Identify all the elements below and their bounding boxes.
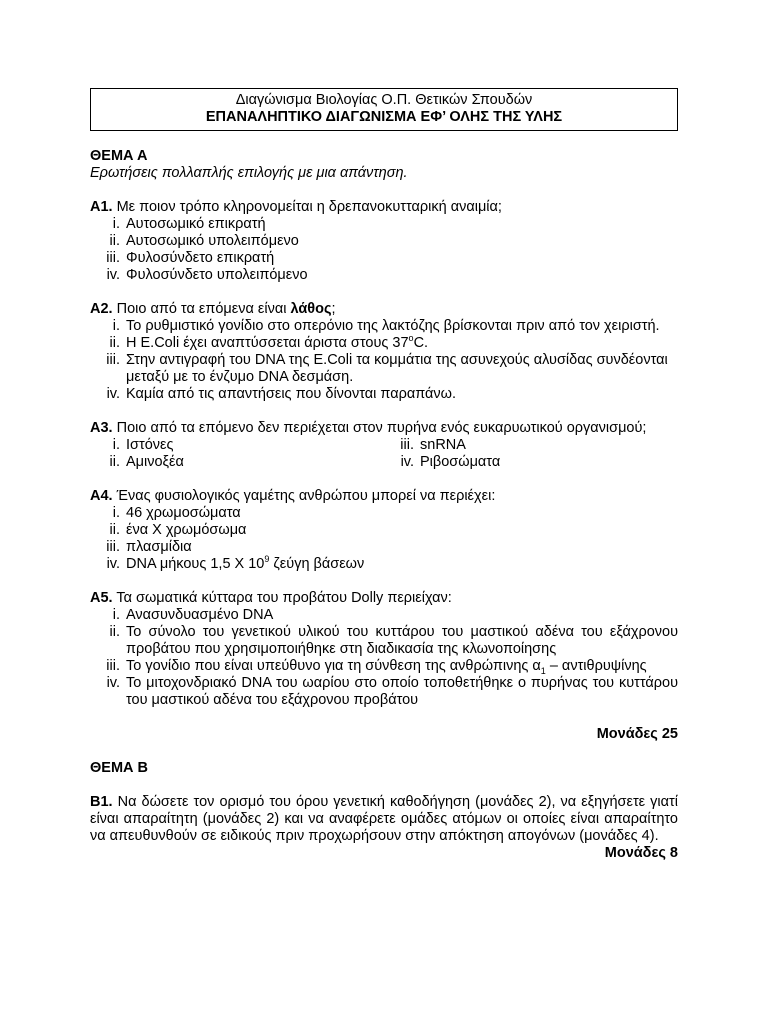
question-a4: Α4. Ένας φυσιολογικός γαμέτης ανθρώπου μπορεί να περιέχει: <box>90 488 496 504</box>
theme-a-title: ΘΕΜΑ Α <box>90 148 148 164</box>
theme-b-title: ΘΕΜΑ Β <box>90 760 148 776</box>
exam-subject-title: Διαγώνισμα Βιολογίας Ο.Π. Θετικών Σπουδών <box>235 92 533 108</box>
question-a1 <box>90 199 678 216</box>
option-item: iv. Ριβοσώματα <box>400 454 501 470</box>
option-item: iii. Το γονίδιο που είναι υπεύθυνο για τη σύνθεση της ανθρώπινης $\alpha_1$ – αντιθρυψίνης <box>106 658 647 676</box>
option-item: iii. Φυλοσύνδετο επικρατή <box>106 250 275 266</box>
theme-b-points: Μονάδες 8 <box>604 845 678 861</box>
option-item: i. 46 χρωμοσώματα <box>112 505 241 521</box>
option-item: iv. Φυλοσύνδετο υπολειπόμενο <box>106 267 308 283</box>
exam-header-box <box>90 88 678 131</box>
option-item: i. Το ρυθμιστικό γονίδιο στο οπερόνιο της λακτόζης βρίσκονται πριν από τον χειριστή. <box>112 318 660 334</box>
question-a2: Α2. Ποιο από τα επόμενα είναι λάθος; <box>90 301 336 317</box>
question-text: Με ποιον τρόπο κληρονομείται η δρεπανοκυτταρική αναιμία; <box>112 199 502 215</box>
option-item: ii. Το σύνολο του γενετικού υλικού του κυττάρου του μαστικού αδένα του εξάχρονου προβάτου που χρησιμοποιήθηκε στη διαδικασία της κλωνοποίησης <box>109 624 678 657</box>
option-item: i. Ιστόνες <box>112 437 174 453</box>
option-item: ii. Η E.Coli έχει αναπτύσσεται άριστα στους 37$^o$C. <box>109 333 429 351</box>
theme-a-subtitle: Ερωτήσεις πολλαπλής επιλογής με μια απάντηση. <box>90 165 408 181</box>
question-b1: Β1. Να δώσετε τον ορισμό του όρου γενετική καθοδήγηση (μονάδες 2), να εξηγήσετε γιατί είναι απαραίτητη (μονάδες 2) και να αναφέρετε ομάδες ατόμων οι οποίες είναι απαραίτητο να απευθυνθούν σε ειδικούς πριν προχωρήσουν στην απόκτηση απογόνων (μονάδες 4). <box>90 794 678 844</box>
option-item: ii. Αμινοξέα <box>109 454 184 470</box>
option-item: iv. Καμία από τις απαντήσεις που δίνονται παραπάνω. <box>106 386 456 402</box>
question-label: Α1. <box>90 199 113 215</box>
option-item: i. Ανασυνδυασμένο DNA <box>112 607 274 623</box>
option-item: iii. snRNA <box>400 437 466 453</box>
exam-type-title: ΕΠΑΝΑΛΗΠΤΙΚΟ ΔΙΑΓΩΝΙΣΜΑ ΕΦ’ ΟΛΗΣ ΤΗΣ ΥΛΗΣ <box>205 109 563 125</box>
option-item: i. Αυτοσωμικό επικρατή <box>112 216 266 232</box>
option-row <box>90 454 678 471</box>
option-item: ii. Αυτοσωμικό υπολειπόμενο <box>109 233 299 249</box>
theme-a-points: Μονάδες 25 <box>596 726 678 742</box>
question-a5: Α5. Τα σωματικά κύτταρα του προβάτου Dolly περιείχαν: <box>90 590 452 606</box>
option-item: ii. ένα X χρωμόσωμα <box>109 522 247 538</box>
option-row <box>90 437 678 454</box>
option-item: iii. πλασμίδια <box>106 539 192 555</box>
exam-page <box>90 88 678 862</box>
option-item: iv. DNA μήκους 1,5 X $10^9$ ζεύγη βάσεων <box>106 554 365 572</box>
option-item: iv. Το μιτοχονδριακό DNA του ωαρίου στο οποίο τοποθετήθηκε ο πυρήνας του κυττάρου του μαστικού αδένα του εξάχρονου προβάτου <box>106 675 678 708</box>
option-item: iii. Στην αντιγραφή του DNA της E.Coli τα κομμάτια της ασυνεχούς αλυσίδας συνδέονται μεταξύ με το ένζυμο DNA δεσμάση. <box>106 352 668 385</box>
question-a3: Α3. Ποιο από τα επόμενο δεν περιέχεται στον πυρήνα ενός ευκαρυωτικού οργανισμού; <box>90 420 647 436</box>
